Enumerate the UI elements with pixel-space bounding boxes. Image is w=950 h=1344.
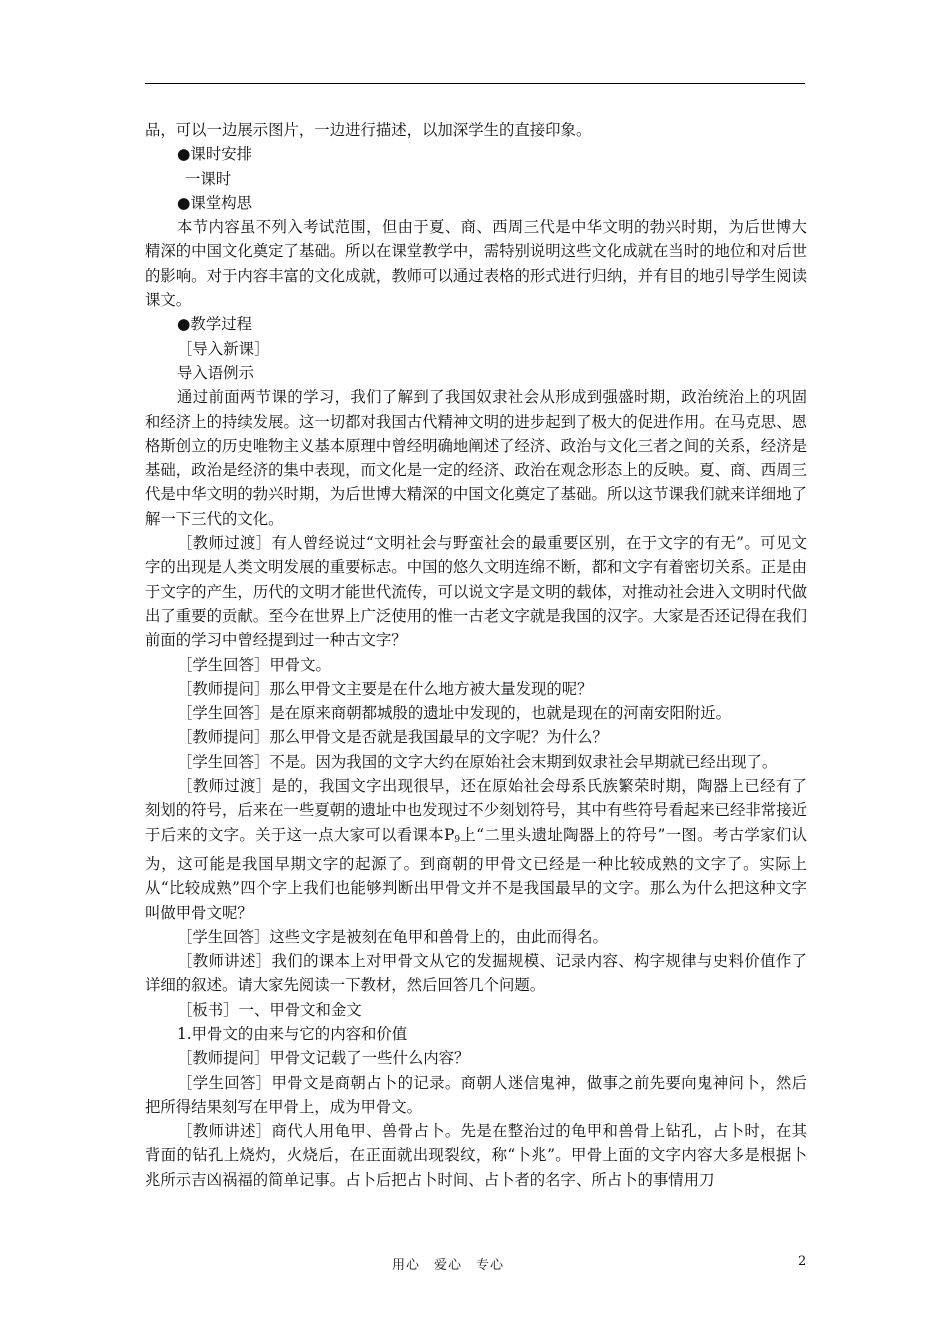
- paragraph-intro-text: 通过前面两节课的学习，我们了解到了我国奴隶社会从形成到强盛时期，政治统治上的巩固和经济上的持续发展。这一切都对我国古代精神文明的进步起到了极大的促进作用。在马克思、恩格斯创立的历史唯物主义基本原理中曾经明确地阐述了经济、政治与文化三者之间的关系，经济是基础，政治是经济的集中表现，而文化是一定的经济、政治在观念形态上的反映。夏、商、西周三代是中华文明的勃兴时期，为后世博大精深的中国文化奠定了基础。所以这节课我们就来详细地了解一下三代的文化。: [145, 388, 807, 528]
- dialogue-student-answer-1: ［学生回答］甲骨文。: [177, 655, 331, 674]
- dialogue-student-answer-4: ［学生回答］这些文字是被刻在龟甲和兽骨上的，由此而得名。: [177, 927, 608, 946]
- page-reference-suffix: 上: [460, 825, 477, 844]
- paragraph-class-design: 本节内容虽不列入考试范围，但由于夏、商、西周三代是中华文明的勃兴时期，为后世博大精深的中国文化奠定了基础。所以在课堂教学中，需特别说明这些文化成就在当时的地位和对后世的影响。对于内容丰富的文化成就，教师可以通过表格的形式进行归纳，并有目的地引导学生阅读课文。: [145, 218, 807, 310]
- class-schedule-value: 一课时: [185, 169, 232, 188]
- dialogue-student-answer-3: ［学生回答］不是。因为我国的文字大约在原始社会末期到奴隶社会早期就已经出现了。: [177, 752, 778, 771]
- heading-class-design: ●课堂构思: [177, 193, 252, 212]
- dialogue-teacher-narration-2: ［教师讲述］商代人用龟甲、兽骨占卜。先是在整治过的龟甲和兽骨上钻孔，占卜时，在其背面的钻孔上烧灼，火烧后，在正面就出现裂纹，称“卜兆”。甲骨上面的文字内容大多是根据卜兆所示吉凶祸福的简单记事。占卜后把占卜时间、占卜者的名字、所占卜的事情用刀: [145, 1122, 807, 1189]
- dialogue-student-answer-2: ［学生回答］是在原来商朝都城殷的遗址中发现的，也就是现在的河南安阳附近。: [177, 704, 732, 723]
- dialogue-teacher-narration-1: ［教师讲述］我们的课本上对甲骨文从它的发掘规模、记录内容、构字规律与史料价值作了详细的叙述。请大家先阅读一下教材，然后回答几个问题。: [145, 952, 807, 995]
- dialogue-teacher-question-3: ［教师提问］甲骨文记载了一些什么内容？: [177, 1049, 470, 1068]
- footer-motto: 用心 爱心 专心: [392, 1258, 505, 1273]
- intro-example-label: 导入语例示: [177, 363, 254, 382]
- section-intro-new-lesson: ［导入新课］: [177, 339, 270, 358]
- dialogue-student-answer-5: ［学生回答］甲骨文是商朝占卜的记录。商朝人迷信鬼神，做事之前先要向鬼神问卜，然后把所得结果刻写在甲骨上，成为甲骨文。: [145, 1073, 807, 1116]
- transition-text-part1: ［教师过渡］是的，我国文字出现很早，还在原始社会母系氏族繁荣时期，陶器上已经有了刻划的符号，后来在一些夏朝的遗址中也发现过不少刻划符号，其中有些符号看起来已经非常接近于后来的文字。关于这一点大家可以看课本: [145, 777, 807, 844]
- heading-teaching-process: ●教学过程: [177, 315, 252, 334]
- paragraph-continuation: 品，可以一边展示图片，一边进行描述，以加深学生的直接印象。: [145, 121, 592, 139]
- page-reference-number: 9: [454, 834, 461, 845]
- page-reference-letter: P: [443, 825, 455, 844]
- page-number: 2: [798, 1254, 807, 1269]
- subheading-oracle-bone-origin: 1.甲骨文的由来与它的内容和价值: [177, 1024, 408, 1043]
- dialogue-teacher-transition-1: ［教师过渡］有人曾经说过“文明社会与野蛮社会的最重要区别，在于文字的有无”。可见文字的出现是人类文明发展的重要标志。中国的悠久文明连绵不断，都和文字有着密切关系。正是由于文字的产生，历代的文明才能世代流传，可以说文字是文明的载体，对推动社会进入文明时代做出了重要的贡献。至今在世界上广泛使用的惟一古老文字就是我国的汉字。大家是否还记得在我们前面的学习中曾经提到过一种古文字？: [145, 534, 807, 650]
- dialogue-teacher-question-1: ［教师提问］那么甲骨文主要是在什么地方被大量发现的呢？: [177, 679, 593, 698]
- header-rule: [145, 83, 805, 84]
- document-body: [145, 118, 807, 1192]
- dialogue-teacher-question-2: ［教师提问］那么甲骨文是否就是我国最早的文字呢？为什么？: [177, 728, 608, 747]
- heading-class-schedule: ●课时安排: [177, 145, 252, 164]
- dialogue-teacher-transition-2: [145, 774, 807, 925]
- board-writing-heading: ［板书］一、甲骨文和金文: [177, 1000, 362, 1019]
- transition-text-part2: “二里头遗址陶器上的符号”一图。考古学家们认为，这可能是我国早期文字的起源了。到商朝的甲骨文已经是一种比较成熟的文字了。实际上从“比较成熟”四个字上我们也能够判断出甲骨文并不是我国最早的文字。那么为什么把这种文字叫做甲骨文呢？: [145, 825, 807, 922]
